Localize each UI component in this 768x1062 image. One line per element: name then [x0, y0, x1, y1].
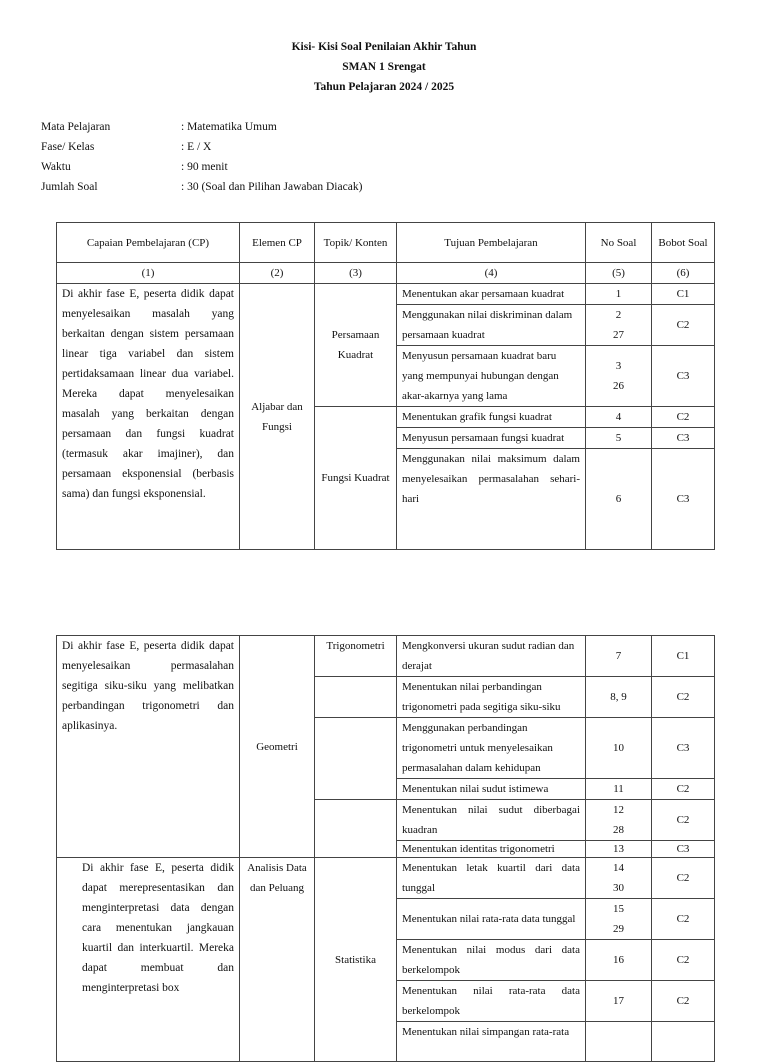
no-soal: 10	[586, 718, 652, 779]
bobot-soal: C2	[652, 981, 715, 1022]
no-soal: 3 26	[586, 346, 652, 407]
tujuan-pembelajaran: Menentukan nilai sudut istimewa	[397, 779, 586, 800]
table-row	[57, 858, 715, 899]
no-soal: 6	[586, 449, 652, 550]
tujuan-pembelajaran: Menentukan nilai perbandingan trigonometri pada segitiga siku-siku	[397, 677, 586, 718]
header-no-soal: No Soal	[586, 223, 652, 263]
tujuan-pembelajaran: Menentukan nilai rata-rata data tunggal	[397, 899, 586, 940]
bobot-soal: C2	[652, 899, 715, 940]
bobot-soal: C3	[652, 428, 715, 449]
column-number: (3)	[315, 263, 397, 284]
no-soal: 14 30	[586, 858, 652, 899]
tujuan-pembelajaran: Menentukan letak kuartil dari data tunggal	[397, 858, 586, 899]
info-label: Waktu	[41, 161, 71, 173]
elemen-cp: Aljabar dan Fungsi	[240, 284, 315, 550]
no-soal: 12 28	[586, 800, 652, 841]
info-label: Mata Pelajaran	[41, 121, 111, 133]
column-number: (2)	[240, 263, 315, 284]
document-title: Kisi- Kisi Soal Penilaian Akhir Tahun	[291, 41, 477, 53]
cp-description: Di akhir fase E, peserta didik dapat merepresentasikan dan menginterpretasi data dengan cara menentukan jangkauan kuartil dan interkuartil. Mereka dapat membuat dan menginterpretasi box	[57, 858, 240, 1062]
header-topik: Topik/ Konten	[315, 223, 397, 263]
tujuan-pembelajaran: Menentukan nilai rata-rata data berkelompok	[397, 981, 586, 1022]
cp-description: Di akhir fase E, peserta didik dapat menyelesaikan masalah yang berkaitan dengan sistem persamaan linear tiga variabel dan sistem pertidaksamaan linear dua variabel. Mereka dapat menyelesaikan masalah yang berkaitan dengan persamaan dan fungsi kuadrat (termasuk akar imajiner), dan persamaan eksponensial (berbasis sama) dan fungsi eksponensial.	[57, 284, 240, 550]
no-soal: 4	[586, 407, 652, 428]
no-soal	[586, 1022, 652, 1062]
header-cp: Capaian Pembelajaran (CP)	[57, 223, 240, 263]
no-soal: 17	[586, 981, 652, 1022]
tujuan-pembelajaran: Menentukan identitas trigonometri	[397, 841, 586, 858]
no-soal: 15 29	[586, 899, 652, 940]
no-soal: 13	[586, 841, 652, 858]
tujuan-pembelajaran: Menggunakan nilai maksimum dalam menyelesaikan permasalahan sehari-hari	[397, 449, 586, 550]
no-soal: 2 27	[586, 305, 652, 346]
tujuan-pembelajaran: Menyusun persamaan fungsi kuadrat	[397, 428, 586, 449]
grid-table-1	[56, 222, 715, 550]
bobot-soal: C2	[652, 800, 715, 841]
column-number: (5)	[586, 263, 652, 284]
no-soal: 8, 9	[586, 677, 652, 718]
bobot-soal	[652, 1022, 715, 1062]
bobot-soal: C3	[652, 841, 715, 858]
bobot-soal: C2	[652, 940, 715, 981]
no-soal: 16	[586, 940, 652, 981]
elemen-cp: Analisis Data dan Peluang	[240, 858, 315, 1062]
table-header-row	[57, 223, 715, 263]
column-number-row	[57, 263, 715, 284]
topik-konten: Statistika	[315, 858, 397, 1062]
info-value: : Matematika Umum	[181, 121, 277, 133]
tujuan-pembelajaran: Menentukan nilai simpangan rata-rata	[397, 1022, 586, 1062]
no-soal: 11	[586, 779, 652, 800]
bobot-soal: C2	[652, 779, 715, 800]
info-label: Fase/ Kelas	[41, 141, 95, 153]
header-tujuan: Tujuan Pembelajaran	[397, 223, 586, 263]
bobot-soal: C2	[652, 858, 715, 899]
tujuan-pembelajaran: Mengkonversi ukuran sudut radian dan derajat	[397, 636, 586, 677]
tujuan-pembelajaran: Menggunakan perbandingan trigonometri untuk menyelesaikan permasalahan dalam kehidupan	[397, 718, 586, 779]
bobot-soal: C1	[652, 636, 715, 677]
bobot-soal: C3	[652, 449, 715, 550]
table-row	[57, 636, 715, 677]
table-2-clip	[56, 635, 716, 1038]
bobot-soal: C2	[652, 407, 715, 428]
info-label: Jumlah Soal	[41, 181, 98, 193]
tujuan-pembelajaran: Menggunakan nilai diskriminan dalam persamaan kuadrat	[397, 305, 586, 346]
topik-konten: Persamaan Kuadrat	[315, 284, 397, 407]
tujuan-pembelajaran: Menentukan grafik fungsi kuadrat	[397, 407, 586, 428]
info-value: : E / X	[181, 141, 212, 153]
topik-konten-empty	[315, 800, 397, 858]
header-bobot: Bobot Soal	[652, 223, 715, 263]
tujuan-pembelajaran: Menentukan nilai sudut diberbagai kuadran	[397, 800, 586, 841]
header-elemen: Elemen CP	[240, 223, 315, 263]
bobot-soal: C2	[652, 677, 715, 718]
tujuan-pembelajaran: Menyusun persamaan kuadrat baru yang mempunyai hubungan dengan akar-akarnya yang lama	[397, 346, 586, 407]
column-number: (1)	[57, 263, 240, 284]
table-row	[57, 284, 715, 305]
column-number: (6)	[652, 263, 715, 284]
column-number: (4)	[397, 263, 586, 284]
info-value: : 90 menit	[181, 161, 228, 173]
no-soal: 7	[586, 636, 652, 677]
bobot-soal: C2	[652, 305, 715, 346]
bobot-soal: C3	[652, 346, 715, 407]
cp-description: Di akhir fase E, peserta didik dapat menyelesaikan permasalahan segitiga siku-siku yang melibatkan perbandingan trigonometri dan aplikasinya.	[57, 636, 240, 858]
no-soal: 1	[586, 284, 652, 305]
topik-konten: Trigonometri	[315, 636, 397, 677]
topik-konten: Fungsi Kuadrat	[315, 407, 397, 550]
topik-konten-empty	[315, 677, 397, 718]
grid-table-2	[56, 635, 715, 1062]
no-soal: 5	[586, 428, 652, 449]
elemen-cp: Geometri	[240, 636, 315, 858]
tujuan-pembelajaran: Menentukan akar persamaan kuadrat	[397, 284, 586, 305]
school-name: SMAN 1 Srengat	[342, 61, 426, 73]
bobot-soal: C1	[652, 284, 715, 305]
bobot-soal: C3	[652, 718, 715, 779]
info-value: : 30 (Soal dan Pilihan Jawaban Diacak)	[181, 181, 363, 193]
academic-year: Tahun Pelajaran 2024 / 2025	[313, 81, 455, 93]
tujuan-pembelajaran: Menentukan nilai modus dari data berkelompok	[397, 940, 586, 981]
topik-konten-empty	[315, 718, 397, 800]
